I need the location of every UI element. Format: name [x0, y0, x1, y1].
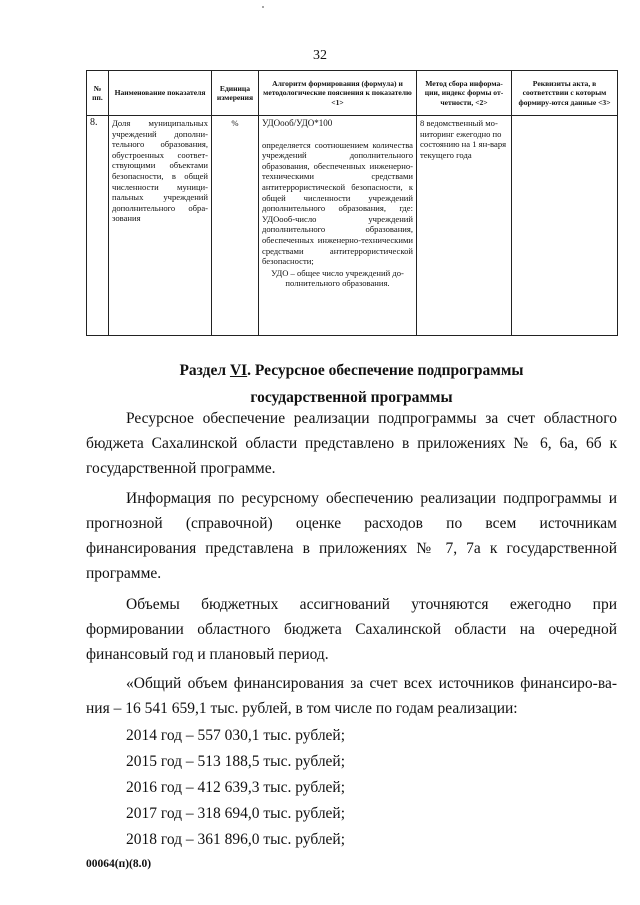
paragraph-total-financing	[86, 671, 617, 721]
header-collection-method: Метод сбора информа-ции, индекс формы от-четности, <2>	[417, 71, 512, 116]
cell-algorithm	[259, 116, 417, 336]
algorithm-definition-udo: УДО – общее число учреждений до-полнительного образования.	[271, 267, 404, 289]
paragraph-line: бюджета Сахалинской области представлено в приложениях № 6, 6а, 6б к	[86, 435, 617, 452]
scan-speck	[262, 6, 264, 8]
header-unit: Единица измерения	[212, 71, 259, 116]
paragraph-line: формировании областного бюджета Сахалинской области на очередной	[86, 621, 617, 638]
paragraph-line: Информация по ресурсному обеспечению реализации подпрограммы и	[126, 490, 617, 507]
year-financing-item: 2015 год – 513 188,5 тыс. рублей;	[126, 753, 346, 770]
paragraph-line: Объемы бюджетных ассигнований уточняются ежегодно при	[126, 596, 617, 613]
paragraph-information	[86, 486, 617, 586]
section-numeral: VI	[229, 362, 248, 379]
header-number: № пп.	[87, 71, 109, 116]
cell-collection-method: 8 ведомственный мо-ниторинг ежегодно по состоянию на 1 ян-варя текущего года	[417, 116, 512, 336]
header-algorithm: Алгоритм формирования (формула) и методологические пояснения к показателю <1>	[259, 71, 417, 116]
paragraph-line: прогнозной (справочной) оценке расходов по всем источникам	[86, 515, 617, 532]
section-title-suffix: . Ресурсное обеспечение подпрограммы	[247, 362, 524, 379]
year-financing-item: 2018 год – 361 896,0 тыс. рублей;	[126, 831, 346, 848]
table-row	[87, 116, 618, 336]
paragraph-line: «Общий объем финансирования за счет всех источников финансиро-ва-	[126, 675, 617, 692]
header-indicator-name: Наименование показателя	[109, 71, 212, 116]
cell-act-requisites	[512, 116, 618, 336]
paragraph-line: государственной программе.	[86, 460, 276, 477]
paragraph-line: финансовый год и плановый период.	[86, 646, 329, 663]
year-financing-item: 2017 год – 318 694,0 тыс. рублей;	[126, 805, 346, 822]
year-financing-item: 2016 год – 412 639,3 тыс. рублей;	[126, 779, 346, 796]
cell-indicator-name: Доля муниципальных учреждений дополни-тельного образования, обустроенных соответ-ствующими объектами безопасности, в общей численности муници-пальных учреждений дополнительного обра-зования	[109, 116, 212, 336]
cell-unit: %	[212, 116, 259, 336]
document-code: 00064(п)(8.0)	[86, 858, 152, 870]
year-financing-item: 2014 год – 557 030,1 тыс. рублей;	[126, 727, 346, 744]
indicator-table	[86, 70, 618, 336]
algorithm-explanation: определяется соотношением количества учреждений дополнительного образования, обеспеченных инженерно-техническими средствами антитеррористической безопасности, к общей численности учреждений дополнительного образования, где: УДОооб-число учреждений дополнительного образования, обеспеченных инженерно-техническими средствами антитеррористической безопасности;	[262, 139, 413, 267]
section-title	[86, 361, 617, 381]
algorithm-formula: УДОооб/УДО*100	[262, 118, 333, 128]
table-header-row	[87, 71, 618, 116]
section-title-line2: государственной программы	[250, 389, 453, 406]
paragraph-line: финансирования представлена в приложениях № 7, 7а к государственной	[86, 540, 617, 557]
page-number: 32	[313, 48, 327, 63]
header-act-requisites: Реквизиты акта, в соответствии с которым формиру-ются данные <3>	[512, 71, 618, 116]
paragraph-line: ния – 16 541 659,1 тыс. рублей, в том числе по годам реализации:	[86, 700, 518, 717]
paragraph-resources	[86, 406, 617, 481]
paragraph-line: Ресурсное обеспечение реализации подпрограммы за счет областного	[126, 410, 617, 427]
paragraph-allocations	[86, 592, 617, 667]
cell-number: 8.	[87, 116, 109, 336]
section-title-prefix: Раздел	[179, 362, 230, 379]
paragraph-line: программе.	[86, 565, 162, 582]
